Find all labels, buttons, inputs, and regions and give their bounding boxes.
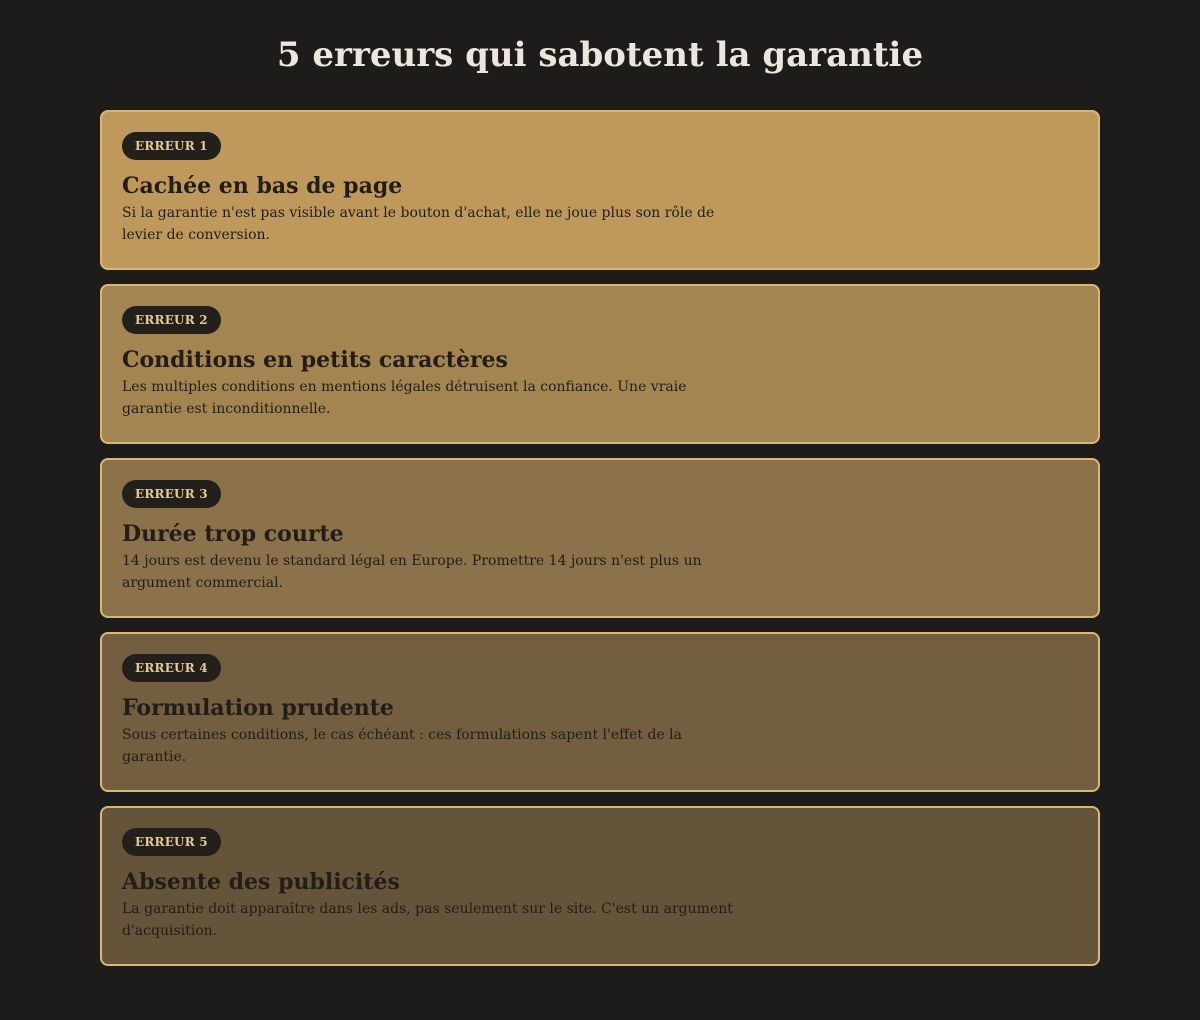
error-title: Durée trop courte	[122, 521, 344, 547]
error-description: Les multiples conditions en mentions légales détruisent la confiance. Une vraie garantie est inconditionnelle.	[122, 379, 687, 417]
page-title: 5 erreurs qui sabotent la garantie	[276, 35, 924, 75]
error-description: La garantie doit apparaître dans les ads, pas seulement sur le site. C'est un argument d'acquisition.	[122, 901, 733, 939]
error-card-3	[100, 458, 1100, 618]
error-card-1	[100, 110, 1100, 270]
error-list	[100, 110, 1100, 980]
error-card-2	[100, 284, 1100, 444]
error-title: Cachée en bas de page	[122, 173, 403, 199]
error-card-5	[100, 806, 1100, 966]
error-badge: ERREUR 1	[122, 132, 221, 160]
error-title: Formulation prudente	[122, 695, 394, 721]
error-description: Sous certaines conditions, le cas échéant : ces formulations sapent l'effet de la garantie.	[122, 727, 682, 765]
error-description: Si la garantie n'est pas visible avant le bouton d'achat, elle ne joue plus son rôle de levier de conversion.	[122, 205, 715, 243]
error-title: Absente des publicités	[122, 869, 400, 895]
error-title: Conditions en petits caractères	[122, 347, 508, 373]
error-badge: ERREUR 2	[122, 306, 221, 334]
error-description: 14 jours est devenu le standard légal en Europe. Promettre 14 jours n'est plus un argument commercial.	[122, 553, 702, 591]
error-badge: ERREUR 4	[122, 654, 221, 682]
error-badge: ERREUR 5	[122, 828, 221, 856]
error-card-4	[100, 632, 1100, 792]
error-badge: ERREUR 3	[122, 480, 221, 508]
